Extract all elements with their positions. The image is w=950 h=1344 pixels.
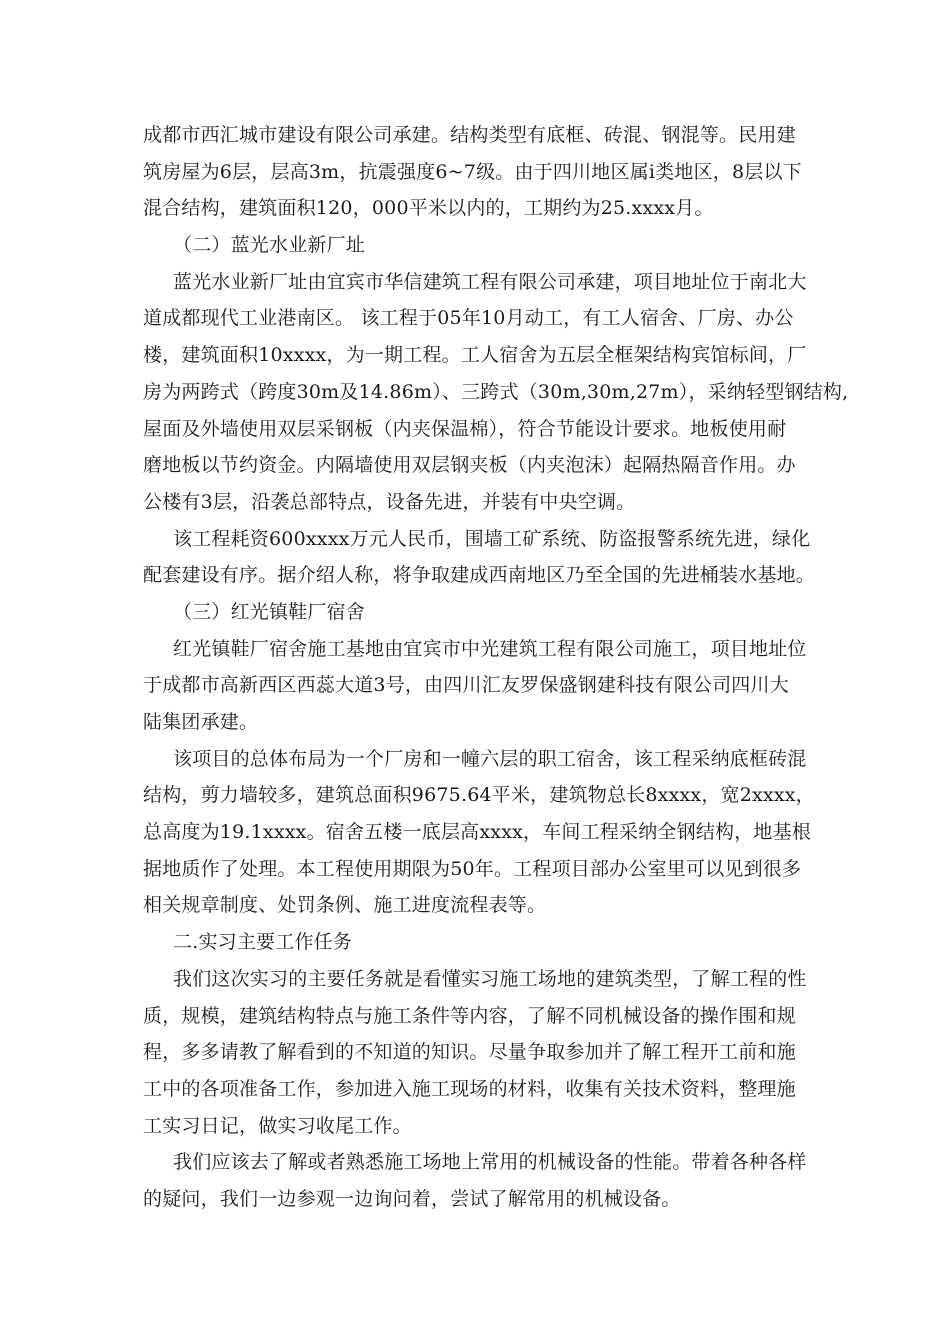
- text-line: （二）蓝光水业新厂址: [173, 234, 366, 257]
- text-line: 配套建设有序。据介绍人称，将争取建成西南地区乃至全国的先进桶装水基地。: [143, 564, 816, 587]
- text-line: 陆集团承建。: [143, 711, 259, 733]
- text-line: 成都市西汇城市建设有限公司承建。结构类型有底框、砖混、钢混等。民用建: [143, 124, 796, 146]
- text-line: 该项目的总体布局为一个厂房和一幢六层的职工宿舍，该工程采纳底框砖混: [173, 747, 807, 770]
- text-line: 总高度为19.1xxxx。宿舍五楼一底层高xxxx，车间工程采纳全钢结构，地基根: [143, 821, 812, 844]
- text-line: 于成都市高新西区西蕊大道3号，由四川汇友罗保盛钢建科技有限公司四川大: [143, 674, 789, 697]
- text-line: 筑房屋为6层，层高3m，抗震强度6~7级。由于四川地区属ⅰ类地区，8层以下: [143, 160, 802, 183]
- text-line: 我们应该去了解或者熟悉施工场地上常用的机械设备的性能。带着各种各样: [173, 1151, 807, 1174]
- text-line: 程，多多请教了解看到的不知道的知识。尽量争取参加并了解工程开工前和施: [143, 1041, 796, 1064]
- text-line: 该工程耗资600xxxx万元人民币，围墙工矿系统、防盗报警系统先进，绿化: [173, 527, 811, 550]
- text-line: 房为两跨式（跨度30m及14.86m）、三跨式（30m,30m,27m），采纳轻型钢结构,: [143, 380, 849, 403]
- text-line: 楼，建筑面积10xxxx，为一期工程。工人宿舍为五层全框架结构宾馆标间，厂: [143, 344, 807, 367]
- text-line: 道成都现代工业港南区。 该工程于05年10月动工，有工人宿舍、厂房、办公: [143, 307, 794, 330]
- text-line: 公楼有3层，沿袭总部特点，设备先进，并装有中央空调。: [143, 490, 636, 513]
- text-line: （三）红光镇鞋厂宿舍: [173, 600, 366, 623]
- text-line: 质，规模，建筑结构特点与施工条件等内容，了解不同机械设备的操作围和规: [143, 1004, 796, 1027]
- text-line: 工中的各项准备工作，参加进入施工现场的材料，收集有关技术资料，整理施: [143, 1077, 796, 1100]
- text-line: 的疑问，我们一边参观一边询问着，尝试了解常用的机械设备。: [143, 1187, 681, 1210]
- text-line: 混合结构，建筑面积120，000平米以内的，工期约为25.xxxx月。: [143, 197, 714, 220]
- text-line: 据地质作了处理。本工程使用期限为50年。工程项目部办公室里可以见到很多: [143, 857, 802, 880]
- text-line: 二.实习主要工作任务: [173, 931, 353, 954]
- text-line: 红光镇鞋厂宿舍施工基地由宜宾市中光建筑工程有限公司施工，项目地址位: [173, 637, 807, 660]
- body-text: [143, 117, 849, 1218]
- text-line: 蓝光水业新厂址由宜宾市华信建筑工程有限公司承建，项目地址位于南北大: [173, 270, 807, 293]
- text-line: 屋面及外墙使用双层采钢板（内夹保温棉），符合节能设计要求。地板使用耐: [143, 417, 787, 440]
- text-line: 我们这次实习的主要任务就是看懂实习施工场地的建筑类型，了解工程的性: [173, 967, 807, 990]
- text-line: 结构，剪力墙较多，建筑总面积9675.64平米，建筑物总长8xxxx，宽2xxxx，: [143, 784, 815, 807]
- text-line: 工实习日记，做实习收尾工作。: [143, 1114, 412, 1137]
- text-line: 相关规章制度、处罚条例、施工进度流程表等。: [143, 894, 547, 917]
- text-line: 磨地板以节约资金。内隔墙使用双层钢夹板（内夹泡沫）起隔热隔音作用。办: [143, 454, 796, 477]
